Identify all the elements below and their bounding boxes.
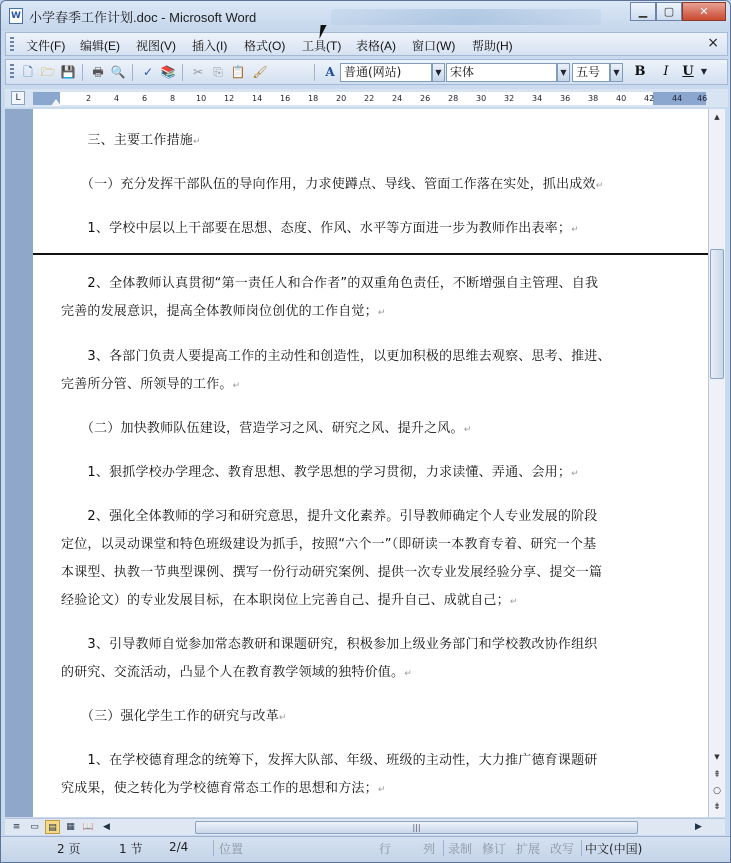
doc-line-text: 3、引导教师自觉参加常态教研和课题研究，积极参加上级业务部门和学校教改协作组织 [61, 637, 598, 652]
status-column: 列 [423, 842, 436, 856]
page-break-line [33, 253, 708, 255]
paste-icon[interactable]: 📋 [230, 65, 246, 79]
toolbar-separator [314, 64, 315, 81]
doc-line-text: （一）充分发挥干部队伍的导向作用，力求使蹲点、导线、管面工作落在实处，抓出成效 [61, 177, 596, 192]
status-record[interactable]: 录制 [448, 842, 473, 856]
mouse-cursor-icon [319, 25, 326, 39]
ruler-tick: 22 [364, 94, 375, 103]
horizontal-scroll-thumb[interactable]: ||| [195, 821, 638, 834]
style-dropdown-icon[interactable]: ▼ [432, 63, 445, 82]
doc-line[interactable] [61, 561, 602, 580]
title-bar[interactable] [1, 1, 731, 31]
doc-line[interactable] [61, 373, 240, 392]
status-extend[interactable]: 扩展 [516, 842, 541, 856]
horizontal-ruler[interactable] [33, 92, 706, 105]
toolbar-separator [182, 64, 183, 81]
status-separator [443, 840, 444, 856]
doc-line[interactable] [61, 272, 598, 291]
menu-tools[interactable]: 工具(T) [302, 39, 342, 53]
ruler-row [5, 89, 728, 107]
status-page: 2 页 [57, 842, 81, 856]
doc-line-text: （二）加快教师队伍建设，营造学习之风、研究之风、提升之风。 [61, 421, 464, 436]
web-layout-view-icon[interactable]: ▭ [30, 822, 39, 832]
vertical-scroll-thumb[interactable] [710, 249, 724, 379]
doc-line[interactable] [61, 173, 603, 192]
paragraph-mark-icon: ↵ [278, 713, 287, 723]
doc-line[interactable] [61, 777, 386, 796]
copy-icon[interactable]: ⎘ [213, 65, 223, 79]
toolbar-separator [132, 64, 133, 81]
font-select[interactable]: 宋体 [446, 63, 557, 82]
next-page-icon[interactable]: ⇟ [713, 802, 721, 812]
select-browse-object-icon[interactable]: ○ [713, 786, 721, 796]
status-page-of: 2/4 [169, 840, 189, 854]
format-painter-icon[interactable]: 🖌 [252, 65, 268, 79]
ruler-tick: 6 [142, 94, 148, 103]
ruler-tick: 4 [114, 94, 120, 103]
page-break [33, 250, 708, 264]
menu-file[interactable]: 文件(F) [26, 39, 66, 53]
vertical-scrollbar[interactable] [708, 109, 725, 817]
doc-line-text: 完善所分管、所领导的工作。 [61, 377, 233, 392]
paragraph-mark-icon: ↵ [571, 469, 579, 479]
ruler-tick: 16 [280, 94, 291, 103]
word-app-icon[interactable]: W [9, 8, 23, 24]
spelling-icon[interactable]: ✓ [142, 65, 154, 79]
minimize-button[interactable]: ▁ [630, 2, 656, 21]
scroll-left-icon[interactable]: ◀ [103, 822, 110, 832]
menu-edit[interactable]: 编辑(E) [80, 39, 120, 53]
doc-line[interactable] [61, 461, 579, 480]
ruler-tick: 18 [308, 94, 319, 103]
window-controls [630, 2, 726, 21]
style-select[interactable]: 普通(网站) [340, 63, 432, 82]
menu-format[interactable]: 格式(O) [244, 39, 286, 53]
doc-line[interactable] [61, 633, 597, 652]
ruler-tick: 32 [504, 94, 515, 103]
ruler-tick: 28 [448, 94, 459, 103]
status-position: 位置 [219, 842, 244, 856]
font-size-dropdown-icon[interactable]: ▼ [610, 63, 623, 82]
doc-line-text: 1、在学校德育理念的统筹下，发挥大队部、年级、班级的主动性，大力推广德育课题研 [61, 753, 598, 768]
document-area[interactable] [5, 109, 708, 817]
doc-line[interactable] [61, 417, 471, 436]
italic-button[interactable]: I [663, 64, 669, 79]
paragraph-mark-icon: ↵ [404, 669, 412, 679]
ruler-tick: 44 [672, 94, 683, 103]
menu-help[interactable]: 帮助(H) [472, 39, 513, 53]
status-separator [213, 840, 214, 856]
paragraph-mark-icon: ↵ [193, 137, 201, 147]
font-size-select[interactable]: 五号 [572, 63, 610, 82]
doc-line-text: 1、学校中层以上干部要在思想、态度、作风、水平等方面进一步为教师作出表率； [61, 221, 572, 236]
window-title: 小学春季工作计划.doc - Microsoft Word [29, 10, 257, 25]
doc-line[interactable] [61, 705, 287, 724]
doc-line-text: 的研究、交流活动，凸显个人在教育教学领域的独特价值。 [61, 665, 405, 680]
doc-line[interactable] [61, 505, 597, 524]
print-icon[interactable]: 🖶 [92, 65, 104, 79]
ruler-tick: 20 [336, 94, 347, 103]
doc-line[interactable] [61, 217, 579, 236]
scroll-right-icon[interactable]: ▶ [695, 822, 702, 832]
outline-view-icon[interactable]: ▦ [66, 822, 75, 832]
paragraph-mark-icon: ↵ [377, 785, 386, 795]
ruler-tick: 10 [196, 94, 207, 103]
ruler-tick: 12 [224, 94, 235, 103]
doc-line-text: 三、主要工作措施 [61, 133, 194, 148]
print-layout-view-icon[interactable]: ▤ [45, 820, 60, 834]
scroll-up-icon[interactable]: ▲ [714, 113, 720, 121]
menu-table[interactable]: 表格(A) [356, 39, 396, 53]
paragraph-mark-icon: ↵ [595, 181, 604, 191]
doc-line[interactable] [61, 129, 201, 148]
paragraph-mark-icon: ↵ [377, 308, 386, 318]
ruler-tick: 36 [560, 94, 571, 103]
status-bar [1, 836, 731, 863]
toolbar-separator [82, 64, 83, 81]
doc-line-text: 1、狠抓学校办学理念、教育思想、教学思想的学习贯彻，力求读懂、弄通、会用； [61, 465, 572, 480]
cut-icon[interactable]: ✂ [192, 65, 204, 79]
horizontal-scrollbar[interactable] [5, 818, 725, 835]
title-bar-blur [331, 9, 601, 25]
ruler-tick: 2 [86, 94, 92, 103]
menu-bar [5, 32, 728, 56]
ruler-tick: 46 [697, 94, 708, 103]
ruler-tick: 34 [532, 94, 543, 103]
doc-line-text: 完善的发展意识，提高全体教师岗位创优的工作自觉； [61, 304, 378, 319]
status-separator [581, 840, 582, 856]
font-dropdown-icon[interactable]: ▼ [557, 63, 570, 82]
underline-dropdown-icon[interactable]: ▼ [700, 67, 708, 76]
ruler-tick: 14 [252, 94, 263, 103]
doc-line[interactable] [61, 749, 597, 768]
status-line: 行 [379, 842, 392, 856]
normal-view-icon[interactable]: ≡ [12, 822, 21, 832]
ruler-tick: 8 [170, 94, 176, 103]
paragraph-mark-icon: ↵ [232, 381, 241, 391]
doc-line-text: 经验论文）的专业发展目标，在本职岗位上完善自己、提升自己、成就自己； [61, 593, 510, 608]
toolbar [5, 59, 728, 85]
doc-line-text: 2、全体教师认真贯彻“第一责任人和合作者”的双重角色责任，不断增强自主管理、自我 [61, 276, 599, 291]
doc-line[interactable] [61, 661, 412, 680]
doc-line-text: 3、各部门负责人要提高工作的主动性和创造性，以更加积极的思维去观察、思考、推进、 [61, 349, 611, 364]
doc-line-text: 定位，以灵动课堂和特色班级建设为抓手，按照“六个一”（即研读一本教育专着、研究一个基 [61, 537, 597, 552]
bold-button[interactable]: B [634, 64, 646, 79]
menu-insert[interactable]: 插入(I) [192, 39, 228, 53]
paragraph-mark-icon: ↵ [571, 225, 579, 235]
doc-line[interactable] [61, 345, 611, 364]
doc-line[interactable] [61, 300, 386, 319]
ruler-tick: 26 [420, 94, 431, 103]
menu-view[interactable]: 视图(V) [136, 39, 176, 53]
styles-icon[interactable]: A [325, 65, 335, 79]
left-indent-marker-icon[interactable] [51, 99, 61, 106]
print-preview-icon[interactable]: 🔍 [110, 65, 126, 79]
underline-button[interactable]: U [682, 64, 694, 79]
research-icon[interactable]: 📚 [160, 65, 176, 79]
maximize-button[interactable]: ▢ [656, 2, 682, 21]
previous-page-icon[interactable]: ⇞ [713, 770, 721, 780]
ruler-tick: 40 [616, 94, 627, 103]
doc-line-text: （三）强化学生工作的研究与改革 [61, 709, 279, 724]
ruler-tick: 24 [392, 94, 403, 103]
doc-line-text: 本课型、执教一节典型课例、撰写一份行动研究案例、提供一次专业发展经验分享、提交一篇 [61, 565, 603, 580]
doc-line-text: 2、强化全体教师的学习和研究意思，提升文化素养。引导教师确定个人专业发展的阶段 [61, 509, 598, 524]
doc-line[interactable] [61, 589, 518, 608]
reading-layout-view-icon[interactable]: 📖 [82, 822, 95, 832]
open-icon[interactable]: 🗁 [40, 65, 56, 79]
ruler-tick: 42 [644, 94, 655, 103]
toolbar-grip-icon[interactable] [10, 64, 14, 79]
scroll-down-icon[interactable]: ▼ [714, 753, 720, 761]
menu-window[interactable]: 窗口(W) [412, 39, 456, 53]
new-icon[interactable]: 🗋 [23, 65, 33, 79]
tab-stop-selector[interactable]: L [11, 91, 25, 105]
doc-line-text: 究成果，使之转化为学校德育常态工作的思想和方法； [61, 781, 378, 796]
status-track-changes[interactable]: 修订 [482, 842, 507, 856]
status-section: 1 节 [119, 842, 143, 856]
paragraph-mark-icon: ↵ [463, 425, 472, 435]
status-overtype[interactable]: 改写 [550, 842, 575, 856]
doc-line[interactable] [61, 533, 596, 552]
menubar-grip-icon[interactable] [10, 37, 14, 52]
paragraph-mark-icon: ↵ [509, 597, 518, 607]
close-button[interactable]: ✕ [682, 2, 726, 21]
save-icon[interactable]: 💾 [60, 65, 76, 79]
ruler-tick: 38 [588, 94, 599, 103]
close-document-icon[interactable]: × [707, 35, 719, 51]
ruler-tick: 30 [476, 94, 487, 103]
status-language[interactable]: 中文(中国) [585, 842, 643, 856]
